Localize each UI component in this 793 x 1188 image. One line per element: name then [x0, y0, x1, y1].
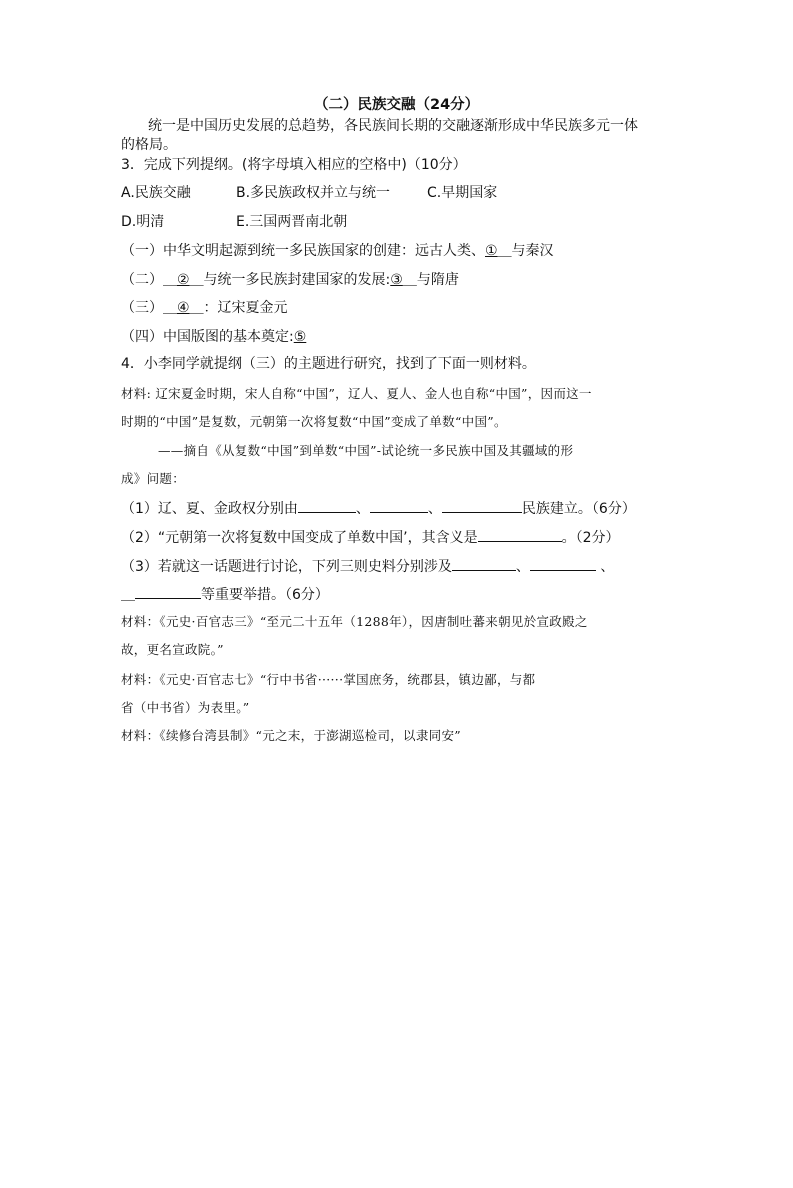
- outline-blank-3[interactable]: ③: [390, 272, 403, 288]
- outline-blank-1[interactable]: ①: [485, 243, 498, 259]
- option-a: A.民族交融: [121, 185, 191, 201]
- outline-2-suffix: ＿与隋唐: [402, 272, 459, 288]
- answer-blank-measure-3[interactable]: [135, 584, 201, 599]
- outline-3-suffix: ＿：辽宋夏金元: [189, 300, 288, 316]
- sub-3-sep-2: 、: [595, 559, 615, 575]
- material-1-source-end: 成》问题：: [121, 471, 186, 486]
- sub-3-prefix: （3）若就这一话题进行讨论，下列三则史料分别涉及: [121, 559, 452, 575]
- intro-line-2: 的格局。: [121, 137, 177, 153]
- outline-1-suffix: ＿与秦汉: [497, 243, 554, 259]
- material-3-line-1: 材料：《元史·百官志七》“行中书省······掌国庶务，统郡县，镇边鄙，与都: [121, 672, 536, 687]
- sub-3-sep-1: 、: [515, 559, 530, 575]
- sub-1-prefix: （1）辽、夏、金政权分别由: [121, 501, 298, 517]
- outline-item-4: [121, 328, 306, 346]
- option-b: B.多民族政权并立与统一: [236, 185, 391, 201]
- sub-1-sep-2: 、: [427, 501, 442, 517]
- outline-2-mid: ＿与统一多民族封建国家的发展:: [189, 272, 391, 288]
- section-title: （二）民族交融（24分）: [314, 97, 480, 113]
- outline-blank-5[interactable]: ⑤: [293, 329, 307, 345]
- outline-item-2: [121, 271, 459, 289]
- sub-1-sep-1: 、: [355, 501, 370, 517]
- outline-item-1: [121, 242, 554, 260]
- answer-blank-jin[interactable]: [442, 498, 522, 513]
- outline-blank-4[interactable]: ④: [177, 300, 190, 316]
- material-1-line-1: 材料: 辽宋夏金时期，宋人自称“中国”，辽人、夏人、金人也自称“中国”，因而这一: [121, 386, 592, 401]
- outline-item-3: [121, 299, 288, 317]
- sub-2-suffix: 。（2分）: [561, 530, 620, 546]
- material-2-line-1: 材料：《元史·百官志三》“至元二十五年（1288年），因唐制吐蕃来朝见於宣政殿之: [121, 614, 588, 629]
- sub-question-3-line-2: [121, 584, 329, 604]
- answer-blank-liao[interactable]: [298, 498, 356, 513]
- intro-line-1: 统一是中国历史发展的总趋势，各民族间长期的交融逐渐形成中华民族多元一体: [148, 118, 638, 134]
- sub-3-line-2-suffix: 等重要举措。（6分）: [201, 587, 329, 603]
- option-c: C.早期国家: [427, 185, 498, 201]
- option-e: E.三国两晋南北朝: [236, 214, 348, 230]
- question-3-stem: 3．完成下列提纲。(将字母填入相应的空格中)（10分）: [121, 157, 467, 173]
- sub-3-line-2-prefix: ＿: [121, 587, 135, 603]
- outline-2-prefix: （二）＿: [121, 272, 177, 288]
- sub-question-1: [121, 498, 636, 518]
- sub-2-prefix: （2）“元朝第一次将复数中国变成了单数中国’，其含义是: [121, 530, 478, 546]
- outline-4-prefix: （四）中国版图的基本奠定:: [121, 329, 294, 345]
- option-d: D.明清: [121, 214, 165, 230]
- sub-question-2: [121, 527, 620, 547]
- sub-question-3-line-1: [121, 556, 614, 576]
- material-4-line-1: 材料：《续修台湾县制》“元之末，于澎湖巡检司，以隶同安”: [121, 728, 461, 743]
- answer-blank-meaning[interactable]: [478, 527, 562, 542]
- outline-1-prefix: （一）中华文明起源到统一多民族国家的创建：远古人类、: [121, 243, 485, 259]
- answer-blank-measure-1[interactable]: [452, 556, 516, 571]
- material-2-line-2: 故，更名宣政院。”: [121, 642, 224, 657]
- question-4-stem: 4．小李同学就提纲（三）的主题进行研究，找到了下面一则材料。: [121, 356, 536, 372]
- outline-3-prefix: （三）＿: [121, 300, 177, 316]
- material-1-line-2: 时期的“中国”是复数，元朝第一次将复数“中国”变成了单数“中国”。: [121, 414, 507, 429]
- answer-blank-measure-2[interactable]: [530, 556, 596, 571]
- answer-blank-xia[interactable]: [370, 498, 428, 513]
- sub-1-suffix: 民族建立。（6分）: [521, 501, 636, 517]
- outline-blank-2[interactable]: ②: [177, 272, 190, 288]
- material-3-line-2: 省（中书省）为表里。”: [121, 700, 250, 715]
- material-1-source: ——摘自《从复数“中国”到单数“中国”-试论统一多民族中国及其疆域的形: [158, 443, 574, 458]
